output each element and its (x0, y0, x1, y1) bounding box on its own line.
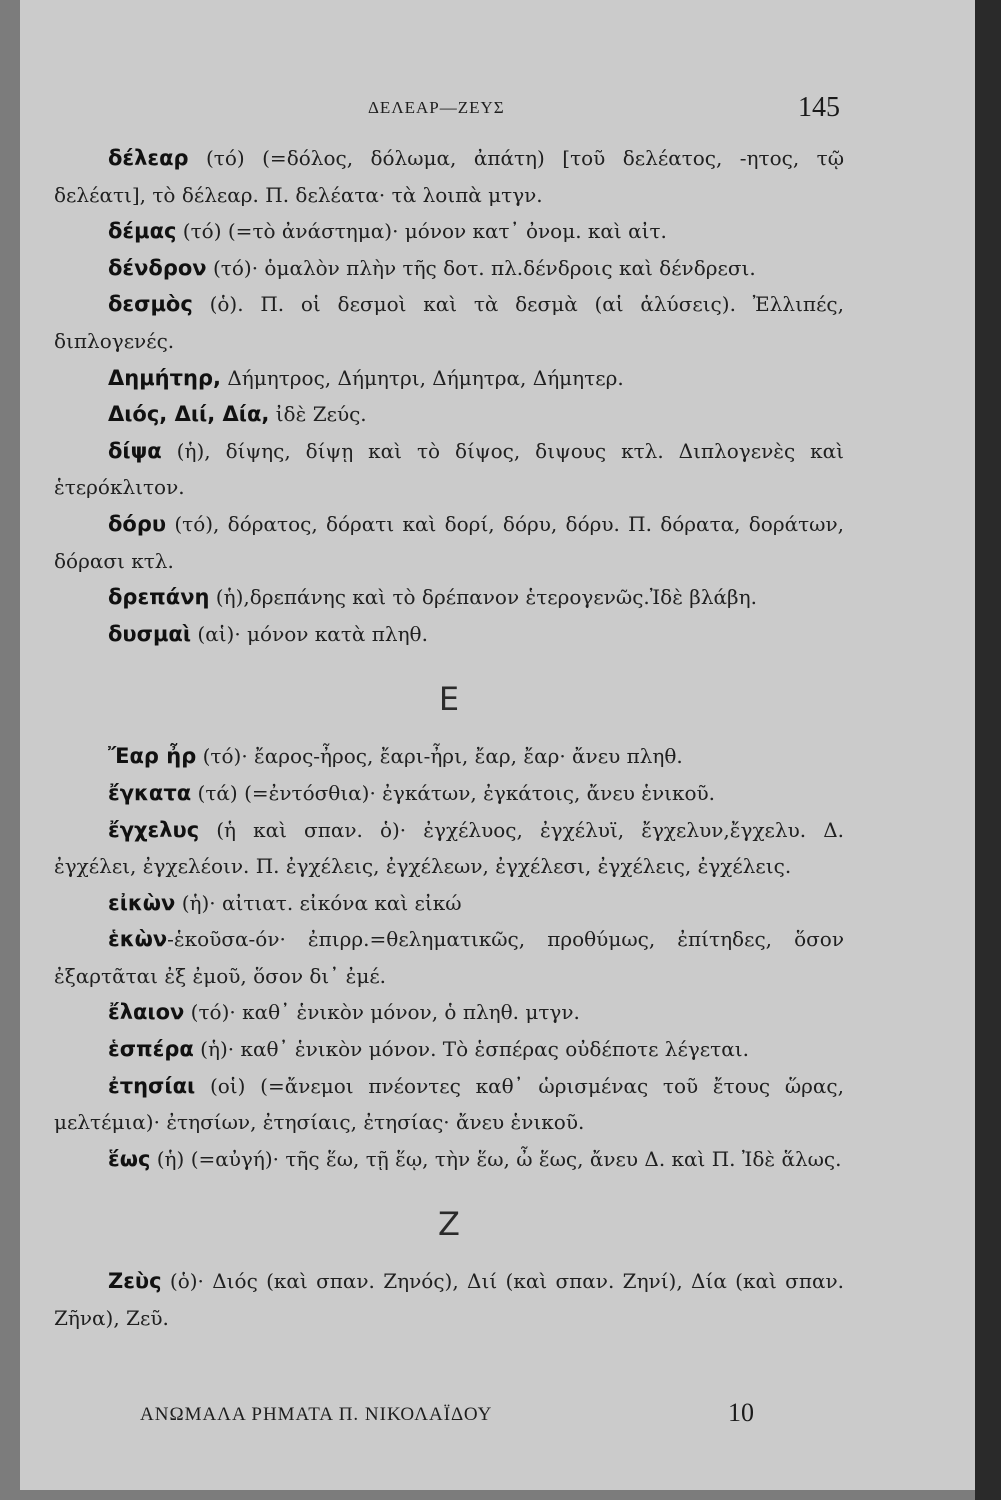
headword: ἑσπέρα (108, 1037, 194, 1062)
entry-body: (τό)· ἔαρος-ἦρος, ἔαρι-ἦρι, ἔαρ, ἔαρ· ἄνευ πληθ. (196, 744, 683, 769)
entry-dysmai (54, 616, 844, 653)
entry-body: -ἑκοῦσα-όν· ἐπιρρ.=θεληματικῶς, προθύμως, ἐπίτηδες, ὅσον ἐξαρτᾶται ἐξ ἐμοῦ, ὅσον δι᾿ ἐμέ. (54, 927, 844, 988)
entry-drepane (54, 579, 844, 616)
headword: δόρυ (108, 511, 167, 536)
headword: Ζεὺς (108, 1269, 162, 1294)
printer-signature: ΑΝΩΜΑΛΑ ΡΗΜΑΤΑ Π. ΝΙΚΟΛΑΪΔΟΥ (140, 1404, 493, 1425)
headword: Ἔαρ ἦρ (108, 744, 197, 769)
headword: ἔγχελυς (108, 817, 200, 842)
headword: ἑκὼν (108, 927, 168, 952)
running-head (20, 92, 975, 126)
entry-body: (ὁ)· Διός (καὶ σπαν. Ζηνός), Διί (καὶ σπαν. Ζηνί), Δία (καὶ σπαν. Ζῆνα), Ζεῦ. (54, 1269, 844, 1331)
entry-egkata (54, 775, 844, 812)
entry-hespera (54, 1031, 844, 1068)
entry-body: ἰδὲ Ζεύς. (269, 402, 367, 427)
dictionary-text (54, 140, 844, 1337)
entry-demeter (54, 360, 844, 397)
entry-body: (ἡ καὶ σπαν. ὁ)· ἐγχέλυος, ἐγχέλυϊ, ἔγχελυν,ἔγχελυ. Δ. ἐγχέλει, ἐγχελέοιν. Π. ἐγχέλεις, ἐγχέλεων, ἐγχέλεσι, ἐγχέλεις, ἐγχέλεις. (54, 817, 844, 879)
headword: ἔγκατα (108, 780, 192, 805)
entry-hekon (54, 921, 844, 994)
entry-zeus (54, 1263, 844, 1336)
entry-dory (54, 506, 844, 579)
entry-body: (ἡ)· καθ᾿ ἑνικὸν μόνον. Τὸ ἑσπέρας οὐδέποτε λέγεται. (193, 1037, 749, 1062)
entry-body: (τό)· ὁμαλὸν πλὴν τῆς δοτ. πλ.δένδροις καὶ δένδρεσι. (206, 255, 756, 280)
headword: δέμας (108, 219, 177, 244)
headword: ἕως (108, 1146, 151, 1171)
entry-heos (54, 1141, 844, 1178)
entry-elaion (54, 994, 844, 1031)
running-title: ΔΕΛΕΑΡ—ΖΕΥΣ (368, 98, 505, 117)
entry-body: (οἱ) (=ἄνεμοι πνέοντες καθ᾿ ὡρισμένας τοῦ ἔτους ὥρας, μελτέμια)· ἐτησίων, ἐτησίαις, ἐτησίας· ἄνευ ἑνικοῦ. (54, 1073, 844, 1135)
sheet-number: 10 (728, 1398, 754, 1427)
entry-dendron (54, 250, 844, 287)
book-page (20, 0, 975, 1490)
headword: δυσμαὶ (108, 621, 192, 646)
headword: δρεπάνη (108, 585, 210, 610)
section-letter-z: Ζ (438, 1205, 460, 1244)
entry-body: Δήμητρος, Δήμητρι, Δήμητρα, Δήμητερ. (220, 365, 624, 390)
headword: Διός, Διί, Δία, (108, 402, 270, 427)
entry-dios (54, 396, 844, 433)
entry-ear (54, 738, 844, 775)
page-edge-shadow (975, 0, 1001, 1500)
headword: δέλεαρ (108, 146, 189, 170)
headword: δένδρον (108, 255, 207, 280)
entry-body: (τό)· καθ᾿ ἑνικὸν μόνον, ὁ πληθ. μτγν. (184, 1000, 580, 1025)
entry-body: (ἡ),δρεπάνης καὶ τὸ δρέπανον ἑτερογενῶς.Ἰδὲ βλάβη. (209, 585, 757, 610)
entry-body: (τό) (=δόλος, δόλωμα, ἀπάτη) [τοῦ δελέατος, -ητος, τῷ δελέατι], τὸ δέλεαρ. Π. δελέατα· τὰ λοιπὰ μτγν. (54, 146, 844, 207)
entry-body: (τό), δόρατος, δόρατι καὶ δορί, δόρυ, δόρυ. Π. δόρατα, δοράτων, δόρασι κτλ. (54, 511, 844, 573)
entry-desmos (54, 286, 844, 359)
page-number: 145 (798, 92, 840, 123)
entry-dipsa (54, 433, 844, 506)
entry-eikon (54, 885, 844, 922)
entry-body: (ἡ) (=αὐγή)· τῆς ἕω, τῇ ἕῳ, τὴν ἕω, ὦ ἕως, ἄνευ Δ. καὶ Π. Ἰδὲ ἅλως. (150, 1146, 842, 1171)
headword: δίψα (108, 438, 162, 463)
entry-enchelys (54, 812, 844, 885)
headword: ἔλαιον (108, 1000, 185, 1025)
headword: ἐτησίαι (108, 1073, 196, 1098)
entry-body: (αἱ)· μόνον κατὰ πληθ. (191, 621, 428, 646)
entry-body: (ὁ). Π. οἱ δεσμοὶ καὶ τὰ δεσμὰ (αἱ ἁλύσεις). Ἐλλιπές, διπλογενές. (54, 292, 844, 353)
entry-body: (τά) (=ἐντόσθια)· ἐγκάτων, ἐγκάτοις, ἄνευ ἑνικοῦ. (191, 780, 715, 805)
section-letter-e: Ε (438, 680, 460, 719)
page-footer (20, 1396, 975, 1436)
entry-demas (54, 213, 844, 250)
entry-delear (54, 140, 844, 213)
headword: Δημήτηρ, (108, 365, 221, 390)
entry-body: (ἡ)· αἰτιατ. εἰκόνα καὶ εἰκώ (175, 890, 462, 915)
headword: δεσμὸς (108, 292, 193, 317)
headword: εἰκὼν (108, 890, 176, 915)
entry-body: (τό) (=τὸ ἀνάστημα)· μόνον κατ᾿ ὀνομ. καὶ αἰτ. (176, 219, 667, 244)
entry-body: (ἡ), δίψης, δίψῃ καὶ τὸ δίψος, διψους κτλ. Διπλογενὲς καὶ ἑτερόκλιτον. (54, 438, 844, 500)
entry-etesiai (54, 1068, 844, 1141)
